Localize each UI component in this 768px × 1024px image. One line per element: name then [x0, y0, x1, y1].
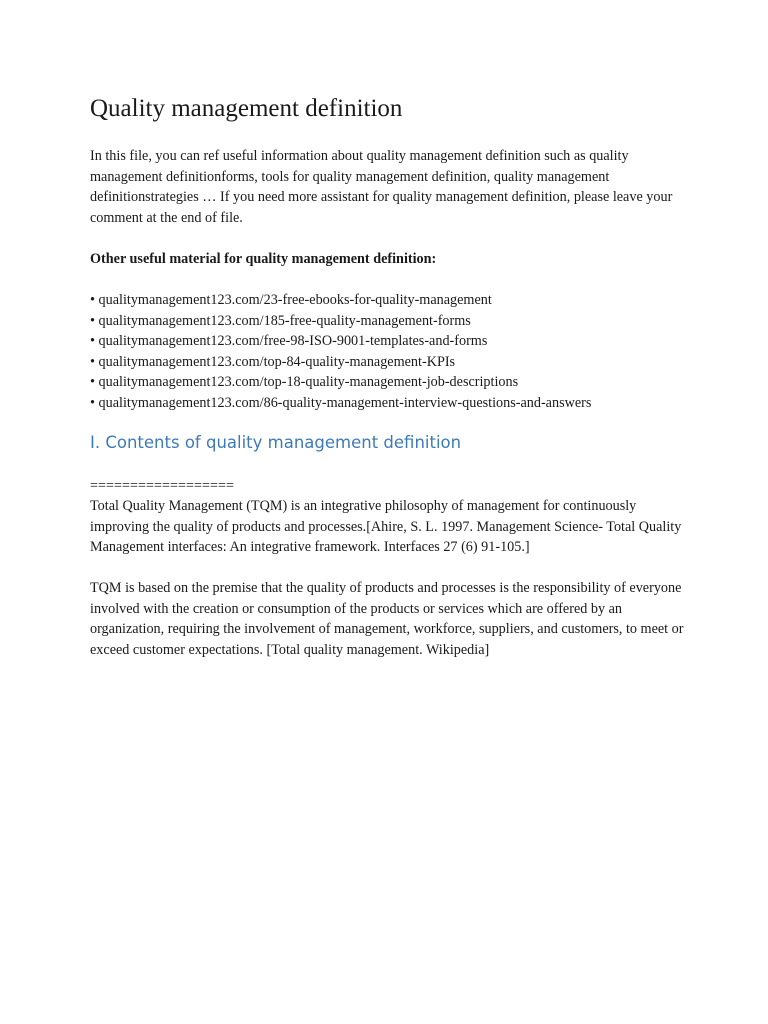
section-heading-contents: I. Contents of quality management definition	[90, 433, 462, 452]
useful-material-heading: Other useful material for quality management definition:	[90, 251, 437, 267]
tqm-premise-paragraph: TQM is based on the premise that the quality of products and processes is the responsibility of everyone involved with the creation or consumption of the products or services which are offered by an organization, requiring the involvement of management, workforce, suppliers, and customers, to meet or exceed customer expectations. [Total quality management. Wikipedia]	[90, 580, 684, 658]
resource-link-ebooks[interactable]: • qualitymanagement123.com/23-free-ebooks-for-quality-management	[90, 292, 492, 308]
separator-line: ==================	[90, 478, 235, 494]
resource-link-iso-templates[interactable]: • qualitymanagement123.com/free-98-ISO-9001-templates-and-forms	[90, 333, 488, 350]
page-title: Quality management definition	[90, 95, 403, 122]
resource-link-interview-questions[interactable]: • qualitymanagement123.com/86-quality-management-interview-questions-and-answers	[90, 394, 592, 411]
tqm-definition-paragraph: Total Quality Management (TQM) is an integrative philosophy of management for continuously improving the quality of products and processes.[Ahire, S. L. 1997. Management Science- Total Quality Management interfaces: An integrative framework. Interfaces 27 (6) 91-105.]	[90, 498, 682, 556]
resource-link-kpis[interactable]: • qualitymanagement123.com/top-84-quality-management-KPIs	[90, 353, 456, 370]
resource-link-job-descriptions[interactable]: • qualitymanagement123.com/top-18-quality-management-job-descriptions	[90, 374, 519, 391]
resource-link-list	[90, 290, 591, 414]
resource-link-forms[interactable]: • qualitymanagement123.com/185-free-quality-management-forms	[90, 312, 471, 329]
intro-paragraph: In this file, you can ref useful information about quality management definition such as quality management definitionforms, tools for quality management definition, quality management definitionstrategies … If you need more assistant for quality management definition, please leave your comment at the end of file.	[90, 148, 673, 226]
